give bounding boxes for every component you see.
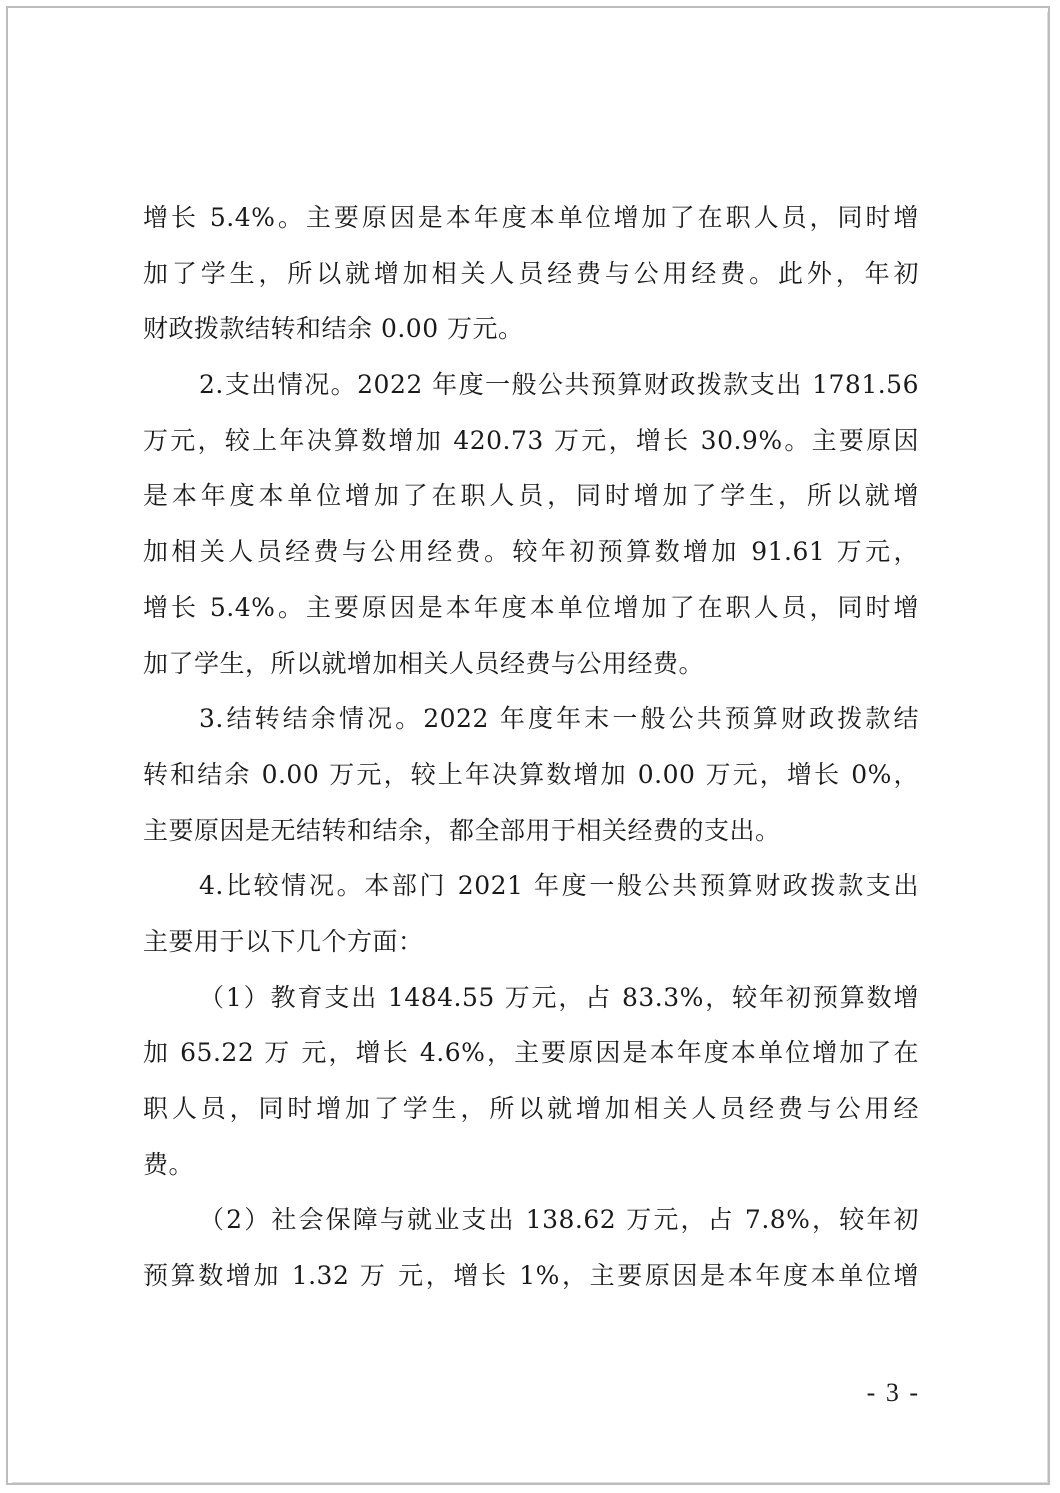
text-line: 3.结转结余情况。2022 年度年末一般公共预算财政拨款结	[199, 704, 919, 734]
text-line: 是本年度本单位增加了在职人员，同时增加了学生，所以就增	[143, 481, 919, 511]
text-line: 费。	[143, 1149, 195, 1179]
text-line: 2.支出情况。2022 年度一般公共预算财政拨款支出 1781.56	[199, 370, 919, 400]
text-line: 预算数增加 1.32 万 元，增长 1%，主要原因是本年度本单位增	[143, 1261, 919, 1291]
text-line: 4.比较情况。本部门 2021 年度一般公共预算财政拨款支出	[199, 871, 919, 901]
text-line: 增长 5.4%。主要原因是本年度本单位增加了在职人员，同时增	[143, 592, 919, 622]
page-number: - 3 -	[866, 1378, 920, 1407]
document-body	[143, 190, 919, 1304]
text-line: 万元，较上年决算数增加 420.73 万元，增长 30.9%。主要原因	[143, 425, 919, 455]
text-line: 加 65.22 万 元，增长 4.6%，主要原因是本年度本单位增加了在	[143, 1038, 919, 1068]
text-line: 加相关人员经费与公用经费。较年初预算数增加 91.61 万元，	[143, 537, 919, 567]
text-line: 增长 5.4%。主要原因是本年度本单位增加了在职人员，同时增	[143, 203, 919, 232]
text-line: 加了学生，所以就增加相关人员经费与公用经费。	[143, 648, 705, 678]
text-line: 职人员，同时增加了学生，所以就增加相关人员经费与公用经	[143, 1094, 919, 1123]
text-line: 转和结余 0.00 万元，较上年决算数增加 0.00 万元，增长 0%，	[143, 759, 919, 789]
text-line: 主要原因是无结转和结余，都全部用于相关经费的支出。	[143, 815, 781, 845]
text-line: （2）社会保障与就业支出 138.62 万元，占 7.8%，较年初	[199, 1205, 919, 1235]
text-line: 加了学生，所以就增加相关人员经费与公用经费。此外，年初	[143, 258, 919, 288]
text-line: 财政拨款结转和结余 0.00 万元。	[143, 314, 524, 344]
text-line: 主要用于以下几个方面：	[143, 926, 424, 956]
text-line: （1）教育支出 1484.55 万元，占 83.3%，较年初预算数增	[199, 982, 919, 1012]
